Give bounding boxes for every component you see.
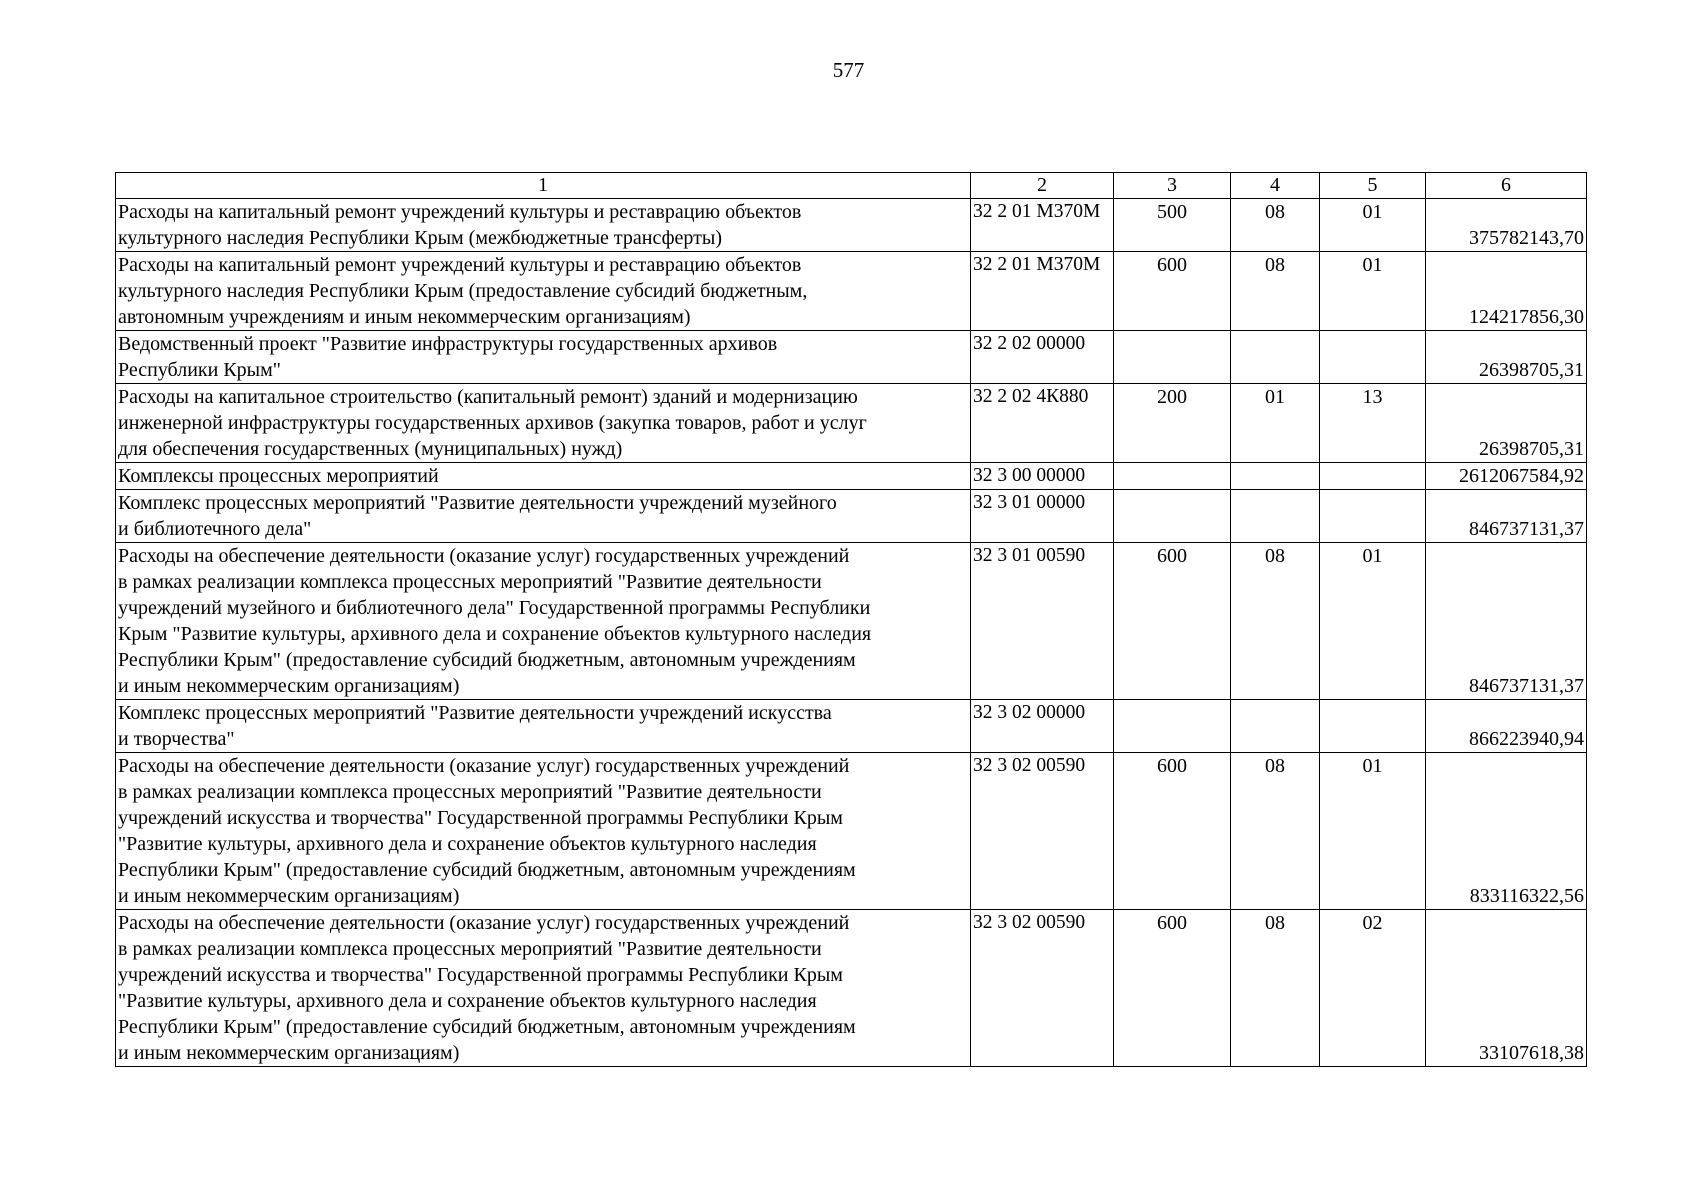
column-header: 6 (1426, 173, 1587, 199)
row-expense-type (1114, 463, 1231, 490)
column-header: 3 (1114, 173, 1231, 199)
row-subsection: 01 (1320, 543, 1426, 700)
row-classification-code: 32 3 02 00590 (971, 910, 1114, 1067)
row-classification-code: 32 3 01 00000 (971, 490, 1114, 543)
row-amount: 866223940,94 (1426, 700, 1587, 753)
row-classification-code: 32 2 01 М370М (971, 252, 1114, 331)
row-amount: 846737131,37 (1426, 543, 1587, 700)
table-row (116, 199, 1587, 252)
row-section: 08 (1231, 753, 1320, 910)
row-section: 08 (1231, 910, 1320, 1067)
row-expense-type: 200 (1114, 384, 1231, 463)
row-amount: 124217856,30 (1426, 252, 1587, 331)
row-classification-code: 32 2 02 4К880 (971, 384, 1114, 463)
page-number: 577 (832, 58, 865, 82)
row-amount: 2612067584,92 (1426, 463, 1587, 490)
table-row (116, 490, 1587, 543)
row-section: 08 (1231, 543, 1320, 700)
row-section: 08 (1231, 252, 1320, 331)
row-subsection: 01 (1320, 252, 1426, 331)
table-row (116, 910, 1587, 1067)
column-header: 2 (971, 173, 1114, 199)
row-expense-type: 600 (1114, 910, 1231, 1067)
table-header-row (116, 173, 1587, 199)
row-subsection (1320, 490, 1426, 543)
row-classification-code: 32 3 00 00000 (971, 463, 1114, 490)
row-expense-type (1114, 331, 1231, 384)
row-section (1231, 490, 1320, 543)
row-description: Ведомственный проект "Развитие инфраструктуры государственных архивов Республики Крым" (116, 331, 971, 384)
row-expense-type (1114, 490, 1231, 543)
budget-table (115, 172, 1587, 1067)
row-section (1231, 463, 1320, 490)
row-subsection (1320, 331, 1426, 384)
row-description: Расходы на капитальный ремонт учреждений культуры и реставрацию объектов культурного наследия Республики Крым (предоставление субсидий бюджетным, автономным учреждениям и иным некоммерческим организациям) (116, 252, 971, 331)
row-description: Расходы на капитальный ремонт учреждений культуры и реставрацию объектов культурного наследия Республики Крым (межбюджетные трансферты) (116, 199, 971, 252)
row-expense-type: 600 (1114, 753, 1231, 910)
row-section: 08 (1231, 199, 1320, 252)
row-amount: 33107618,38 (1426, 910, 1587, 1067)
row-expense-type: 600 (1114, 252, 1231, 331)
row-description: Комплекс процессных мероприятий "Развитие деятельности учреждений искусства и творчества" (116, 700, 971, 753)
row-amount: 833116322,56 (1426, 753, 1587, 910)
row-description: Расходы на капитальное строительство (капитальный ремонт) зданий и модернизацию инженерной инфраструктуры государственных архивов (закупка товаров, работ и услуг для обеспечения государственных (муниципальных) нужд) (116, 384, 971, 463)
row-amount: 375782143,70 (1426, 199, 1587, 252)
row-description: Расходы на обеспечение деятельности (оказание услуг) государственных учреждений в рамках реализации комплекса процессных мероприятий "Развитие деятельности учреждений искусства и творчества" Государственной программы Республики Крым "Развитие культуры, архивного дела и сохранение объектов культурного наследия Республики Крым" (предоставление субсидий бюджетным, автономным учреждениям и иным некоммерческим организациям) (116, 910, 971, 1067)
column-header: 1 (116, 173, 971, 199)
column-header: 5 (1320, 173, 1426, 199)
row-description: Расходы на обеспечение деятельности (оказание услуг) государственных учреждений в рамках реализации комплекса процессных мероприятий "Развитие деятельности учреждений музейного и библиотечного дела" Государственной программы Республики Крым "Развитие культуры, архивного дела и сохранение объектов культурного наследия Республики Крым" (предоставление субсидий бюджетным, автономным учреждениям и иным некоммерческим организациям) (116, 543, 971, 700)
table-row (116, 463, 1587, 490)
row-section: 01 (1231, 384, 1320, 463)
row-description: Комплекс процессных мероприятий "Развитие деятельности учреждений музейного и библиотечного дела" (116, 490, 971, 543)
row-subsection: 01 (1320, 199, 1426, 252)
table-row (116, 543, 1587, 700)
row-section (1231, 700, 1320, 753)
table-body (116, 199, 1587, 1067)
row-classification-code: 32 3 01 00590 (971, 543, 1114, 700)
row-classification-code: 32 2 01 М370М (971, 199, 1114, 252)
row-subsection: 02 (1320, 910, 1426, 1067)
row-subsection: 01 (1320, 753, 1426, 910)
row-expense-type: 600 (1114, 543, 1231, 700)
row-expense-type: 500 (1114, 199, 1231, 252)
table-row (116, 331, 1587, 384)
column-header: 4 (1231, 173, 1320, 199)
row-subsection (1320, 700, 1426, 753)
row-amount: 26398705,31 (1426, 331, 1587, 384)
table-row (116, 384, 1587, 463)
row-classification-code: 32 3 02 00590 (971, 753, 1114, 910)
row-classification-code: 32 3 02 00000 (971, 700, 1114, 753)
row-subsection: 13 (1320, 384, 1426, 463)
row-amount: 26398705,31 (1426, 384, 1587, 463)
row-expense-type (1114, 700, 1231, 753)
row-classification-code: 32 2 02 00000 (971, 331, 1114, 384)
row-amount: 846737131,37 (1426, 490, 1587, 543)
row-subsection (1320, 463, 1426, 490)
row-description: Комплексы процессных мероприятий (116, 463, 971, 490)
row-description: Расходы на обеспечение деятельности (оказание услуг) государственных учреждений в рамках реализации комплекса процессных мероприятий "Развитие деятельности учреждений искусства и творчества" Государственной программы Республики Крым "Развитие культуры, архивного дела и сохранение объектов культурного наследия Республики Крым" (предоставление субсидий бюджетным, автономным учреждениям и иным некоммерческим организациям) (116, 753, 971, 910)
row-section (1231, 331, 1320, 384)
table-row (116, 753, 1587, 910)
table-row (116, 252, 1587, 331)
table-row (116, 700, 1587, 753)
